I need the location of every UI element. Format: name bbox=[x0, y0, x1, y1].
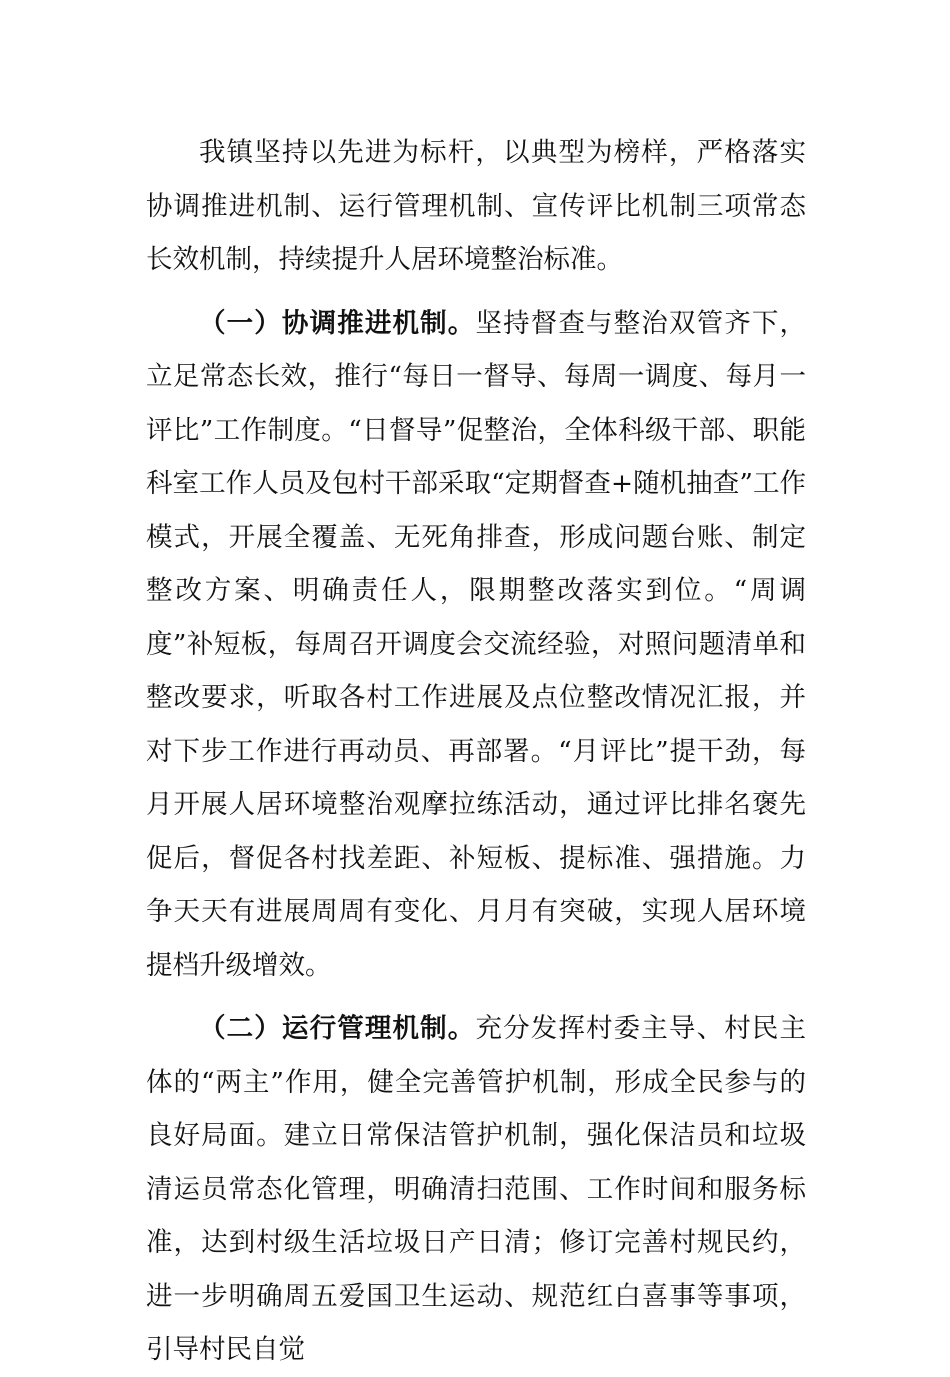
section-coordination-paragraph bbox=[146, 297, 806, 993]
document-body bbox=[146, 126, 806, 1377]
section-operation-heading: （二）运行管理机制。 bbox=[199, 1013, 476, 1044]
section-operation-paragraph bbox=[146, 1002, 806, 1377]
intro-paragraph bbox=[146, 126, 806, 287]
section-coordination-text: 坚持督查与整治双管齐下，立足常态长效，推行“每日一督导、每周一调度、每月一评比”工作制度。“日督导”促整治，全体科级干部、职能科室工作人员及包村干部采取“定期督查+随机抽查”工作模式，开展全覆盖、无死角排查，形成问题台账、制定整改方案、明确责任人，限期整改落实到位。“周调度”补短板，每周召开调度会交流经验，对照问题清单和整改要求，听取各村工作进展及点位整改情况汇报，并对下步工作进行再动员、再部署。“月评比”提干劲，每月开展人居环境整治观摩拉练活动，通过评比排名褒先促后，督促各村找差距、补短板、提标准、强措施。力争天天有进展周周有变化、月月有突破，实现人居环境提档升级增效。 bbox=[146, 307, 807, 981]
intro-paragraph-text: 我镇坚持以先进为标杆，以典型为榜样，严格落实协调推进机制、运行管理机制、宣传评比机制三项常态长效机制，持续提升人居环境整治标准。 bbox=[146, 137, 806, 275]
section-coordination-heading: （一）协调推进机制。 bbox=[199, 307, 476, 339]
section-operation-text: 充分发挥村委主导、村民主体的“两主”作用，健全完善管护机制，形成全民参与的良好局面。建立日常保洁管护机制，强化保洁员和垃圾清运员常态化管理，明确清扫范围、工作时间和服务标准，达到村级生活垃圾日产日清；修订完善村规民约，进一步明确周五爱国卫生运动、规范红白喜事等事项，引导村民自觉 bbox=[146, 1013, 807, 1365]
